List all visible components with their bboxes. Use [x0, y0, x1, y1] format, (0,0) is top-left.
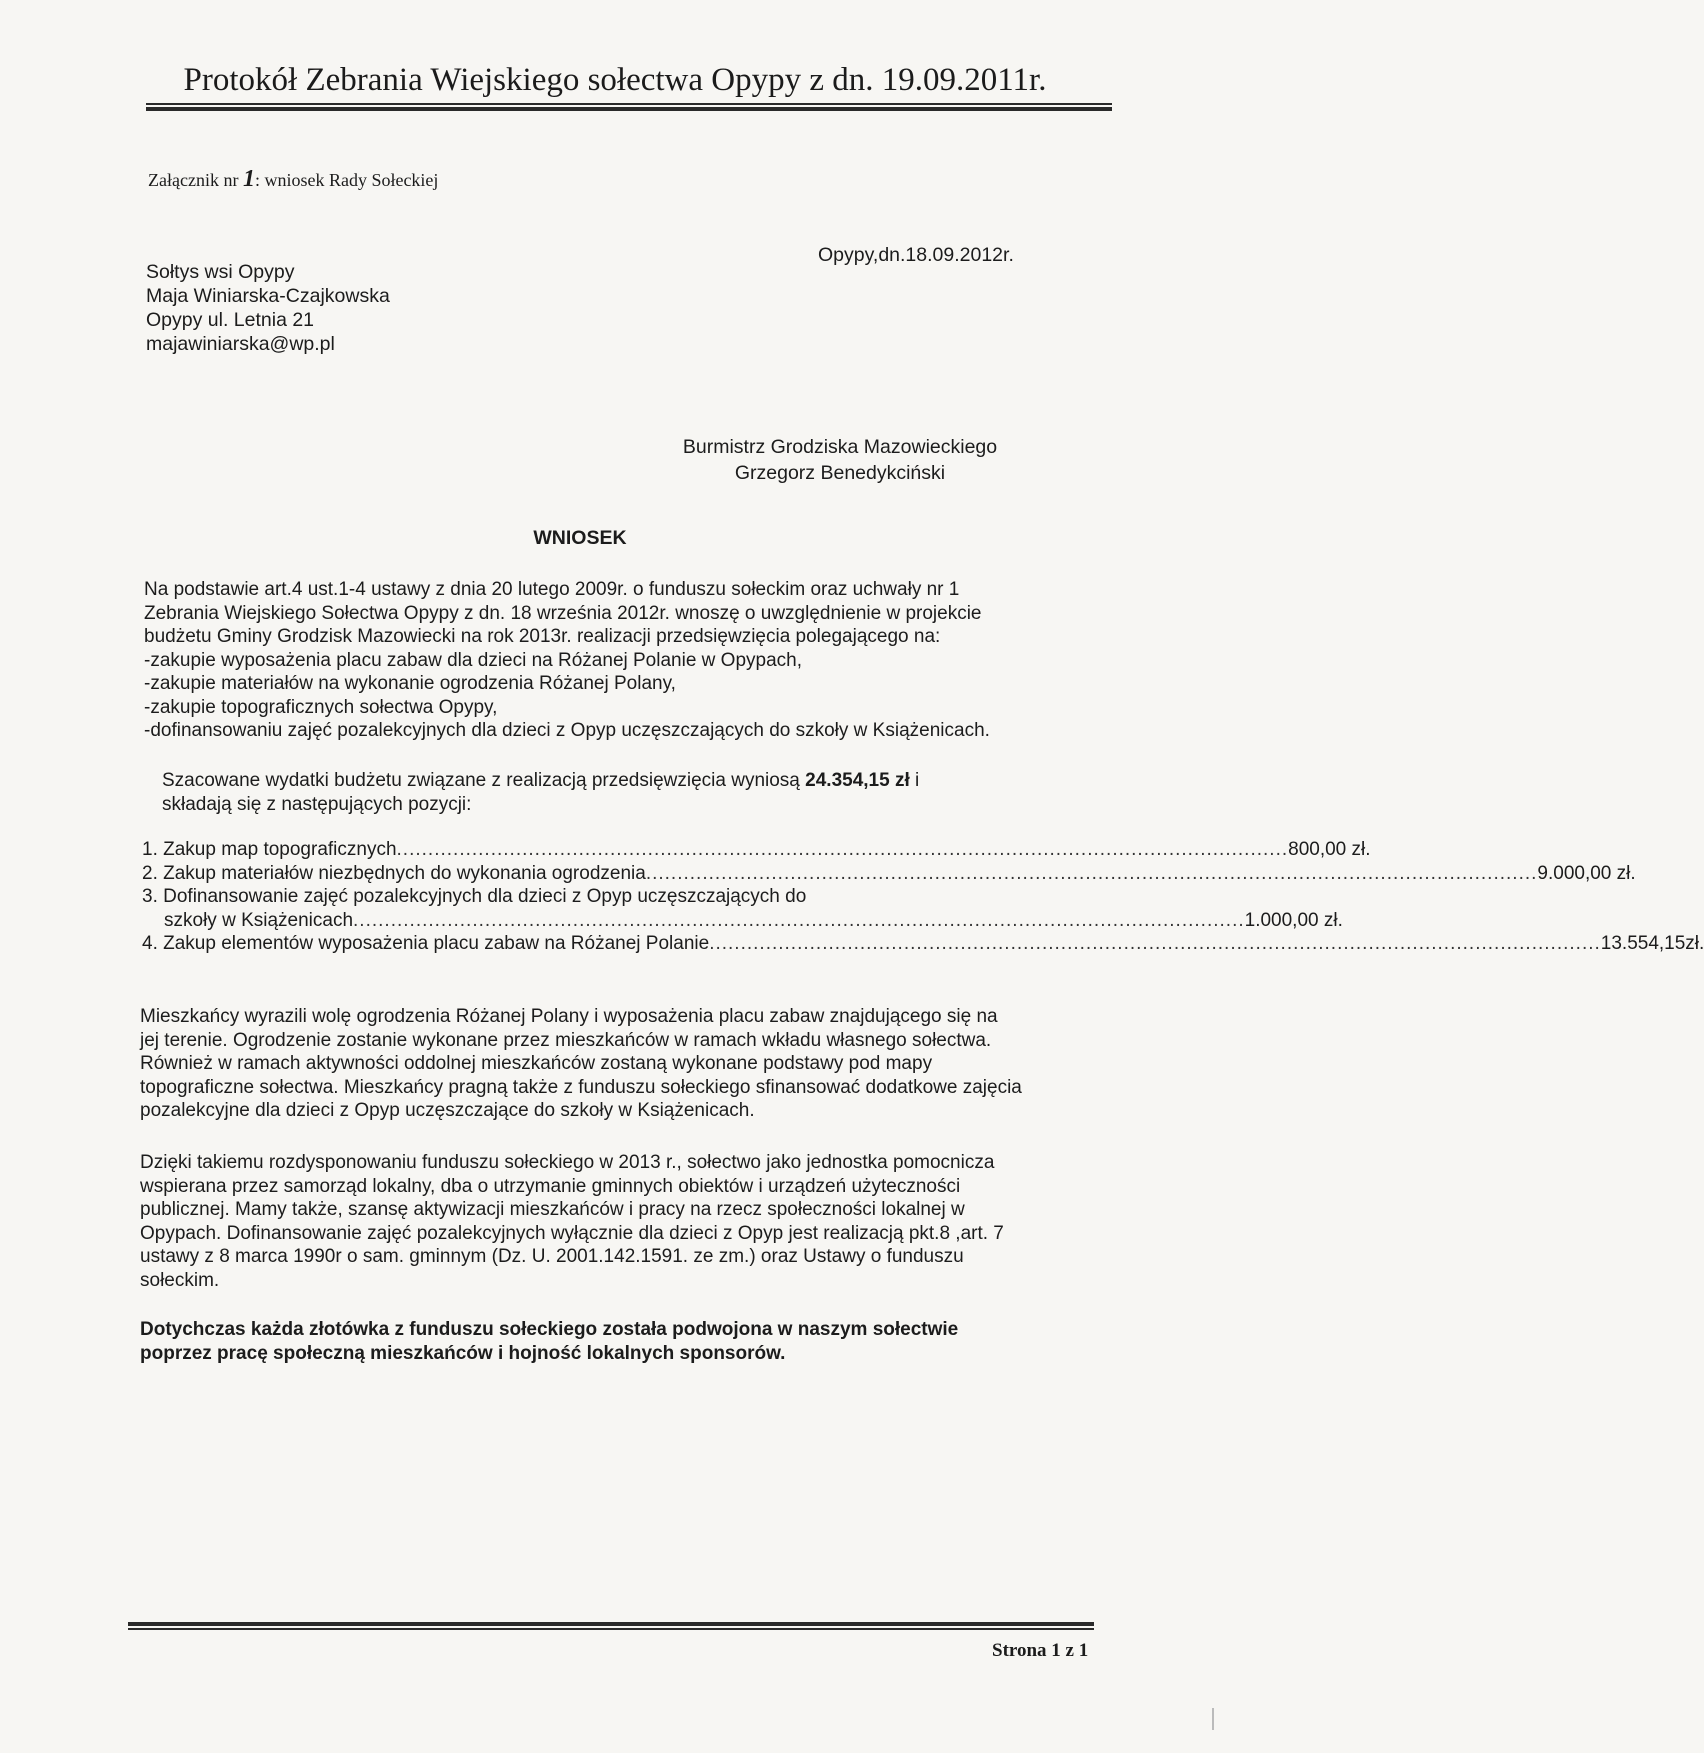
paragraph-line: poprzez pracę społeczną mieszkańców i hojność lokalnych sponsorów.	[140, 1342, 786, 1364]
cost-item-label: szkoły w Książenicach	[164, 909, 354, 931]
costs-paragraph	[162, 769, 1108, 816]
fund-paragraph	[140, 1151, 1086, 1292]
cost-item-amount: 1.000,00 zł.	[1244, 909, 1343, 931]
paragraph-line: Dotychczas każda złotówka z funduszu sołeckiego została podwojona w naszym sołectwie	[140, 1319, 959, 1340]
paragraph-line: publicznej. Mamy także, szansę aktywizacji mieszkańców i pracy na rzecz społeczności lokalnej w	[140, 1199, 965, 1220]
paragraph-line: jej terenie. Ogrodzenie zostanie wykonane przez mieszkańców w ramach wkładu własnego sołectwa.	[140, 1029, 992, 1051]
recipient-line: Grzegorz Benedykciński	[734, 462, 946, 484]
costs-total: 24.354,15 zł	[805, 770, 910, 791]
cost-item	[142, 862, 1636, 886]
cost-item	[142, 932, 1704, 956]
paragraph-line: sołeckim.	[140, 1269, 220, 1291]
recipient-line: Burmistrz Grodziska Mazowieckiego	[682, 436, 998, 458]
paragraph-line: budżetu Gminy Grodzisk Mazowiecki na rok 2013r. realizacji przedsięwzięcia polegającego na:	[144, 626, 941, 647]
attachment-number: 1	[242, 166, 255, 192]
cost-items-list	[142, 838, 1704, 956]
document-heading: WNIOSEK	[533, 527, 627, 549]
costs-text-end: i	[909, 770, 920, 791]
paragraph-line: Na podstawie art.4 ust.1-4 ustawy z dnia 20 lutego 2009r. o funduszu sołeckim oraz uchwały nr 1	[144, 579, 960, 600]
letter-date: Opypy,dn.18.09.2012r.	[818, 244, 1014, 266]
dot-leader: ..............................................................................................................................................	[645, 862, 1538, 884]
sender-line: Maja Winiarska-Czajkowska	[146, 285, 390, 307]
cost-item-continued	[142, 909, 1343, 933]
dot-leader: ..............................................................................................................................................	[709, 933, 1601, 954]
header-rule-thick	[146, 107, 1112, 111]
footer-rule-thin	[128, 1628, 1094, 1630]
sender-email: majawiniarska@wp.pl	[146, 333, 335, 355]
cost-item	[142, 885, 1020, 909]
attachment-suffix: : wniosek Rady Sołeckiej	[254, 170, 439, 190]
sender-line: Opypy ul. Letnia 21	[146, 309, 315, 331]
paragraph-line: ustawy z 8 marca 1990r o sam. gminnym (Dz. U. 2001.142.1591. ze zm.) oraz Ustawy o funduszu	[140, 1246, 964, 1267]
sender-block	[146, 260, 390, 356]
paragraph-line: Również w ramach aktywności oddolnej mieszkańców zostaną wykonane podstawy pod mapy	[140, 1053, 933, 1074]
attachment-line	[148, 166, 438, 193]
paragraph-line: topograficzne sołectwa. Mieszkańcy pragną także z funduszu sołeckiego sfinansować dodatkowe zajęcia	[140, 1076, 1022, 1098]
list-item: -zakupie materiałów na wykonanie ogrodzenia Różanej Polany,	[144, 673, 676, 694]
paragraph-line: Dzięki takiemu rozdysponowaniu funduszu sołeckiego w 2013 r., sołectwo jako jednostka pomocnicza	[140, 1152, 995, 1173]
paragraph-line: Zebrania Wiejskiego Sołectwa Opypy z dn. 18 września 2012r. wnoszę o uwzględnienie w projekcie	[144, 602, 982, 624]
page-number: Strona 1 z 1	[992, 1640, 1089, 1661]
document-title: Protokół Zebrania Wiejskiego sołectwa Opypy z dn. 19.09.2011r.	[183, 62, 1047, 98]
intro-paragraph	[144, 578, 1090, 743]
cost-item-amount: 800,00 zł.	[1288, 839, 1371, 860]
dot-leader: ..............................................................................................................................................	[353, 909, 1245, 931]
cost-item-label: 3. Dofinansowanie zajęć pozalekcyjnych dla dzieci z Opyp uczęszczających do	[142, 886, 807, 907]
cost-item-label: 4. Zakup elementów wyposażenia placu zabaw na Różanej Polanie	[142, 933, 710, 954]
list-item: -dofinansowaniu zajęć pozalekcyjnych dla dzieci z Opyp uczęszczających do szkoły w Książenicach.	[144, 720, 990, 741]
list-item: -zakupie topograficznych sołectwa Opypy,	[144, 696, 498, 718]
header-rule-thin	[146, 103, 1112, 105]
paragraph-line	[162, 769, 1108, 793]
paragraph-line: pozalekcyjne dla dzieci z Opyp uczęszczające do szkoły w Książenicach.	[140, 1100, 755, 1121]
cost-item-label: 1. Zakup map topograficznych	[142, 839, 397, 860]
residents-paragraph	[140, 1005, 1086, 1123]
closing-paragraph	[140, 1318, 1086, 1365]
cost-item	[142, 838, 1371, 862]
paragraph-line: Opypach. Dofinansowanie zajęć pozalekcyjnych wyłącznie dla dzieci z Opyp jest realizacją pkt.8 ,art. 7	[140, 1222, 1004, 1244]
sender-line: Sołtys wsi Opypy	[146, 261, 295, 283]
cost-item-amount: 13.554,15zł.	[1600, 933, 1704, 954]
paragraph-line: składają się z następujących pozycji:	[162, 793, 472, 815]
dot-leader: ..............................................................................................................................................	[396, 839, 1289, 860]
recipient-block	[660, 434, 1020, 486]
paragraph-line: wspierana przez samorząd lokalny, dba o utrzymanie gminnych obiektów i urządzeń użyteczności	[140, 1175, 961, 1197]
cost-item-label: 2. Zakup materiałów niezbędnych do wykonania ogrodzenia	[142, 862, 646, 884]
costs-text: Szacowane wydatki budżetu związane z realizacją przedsięwzięcia wyniosą	[162, 770, 806, 791]
attachment-prefix: Załącznik nr	[148, 170, 239, 190]
paragraph-line: Mieszkańcy wyrazili wolę ogrodzenia Różanej Polany i wyposażenia placu zabaw znajdującego się na	[140, 1006, 998, 1027]
footer-rule-thick	[128, 1622, 1094, 1626]
cost-item-amount: 9.000,00 zł.	[1537, 862, 1636, 884]
scan-edge-mark	[1212, 1708, 1214, 1730]
list-item: -zakupie wyposażenia placu zabaw dla dzieci na Różanej Polanie w Opypach,	[144, 649, 802, 671]
